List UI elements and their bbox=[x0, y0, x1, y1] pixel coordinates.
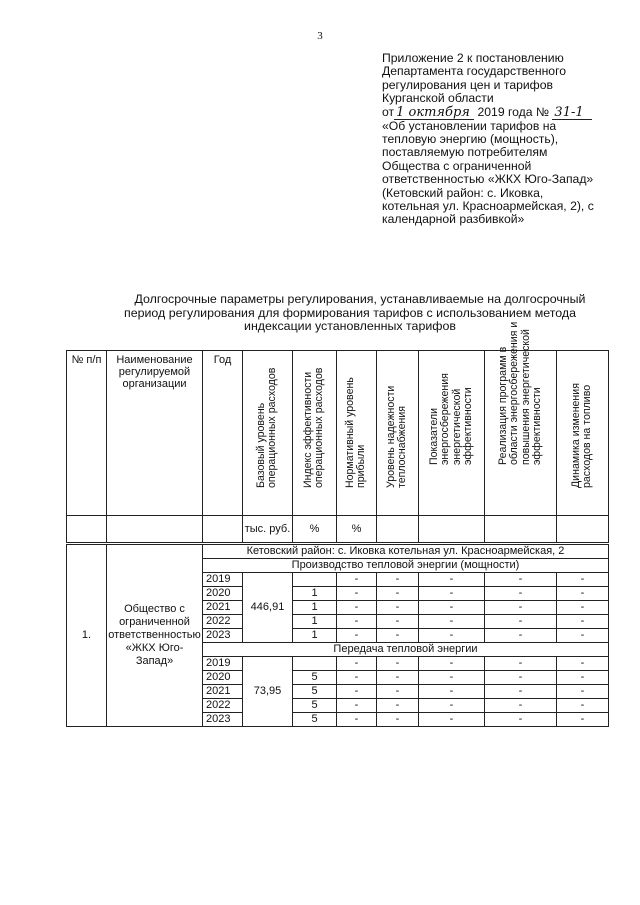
title-line: индексации установленных тарифов bbox=[244, 319, 456, 334]
cell-profit: - bbox=[337, 601, 377, 615]
cell-efficiency-index: 1 bbox=[293, 587, 337, 601]
cell-profit: - bbox=[337, 629, 377, 643]
cell-programs: - bbox=[485, 629, 557, 643]
header-line: Динамика изменения bbox=[569, 383, 582, 489]
from-label: от bbox=[382, 104, 395, 119]
appendix-line: «Об установлении тарифов на bbox=[382, 118, 557, 133]
title-line: Долгосрочные параметры регулирования, устанавливаемые на долгосрочный bbox=[134, 292, 586, 306]
cell-reliability: - bbox=[377, 587, 419, 601]
cell-profit: - bbox=[337, 573, 377, 587]
appendix-line: ответственностью «ЖКХ Юго-Запад» bbox=[382, 172, 594, 187]
appendix-block bbox=[382, 52, 632, 227]
cell-efficiency-index: 5 bbox=[293, 713, 337, 727]
org-name: Общество с ограниченной ответственностью «ЖКХ Юго-Запад» bbox=[107, 544, 203, 727]
location-title: Кетовский район: с. Иковка котельная ул. Красноармейская, 2 bbox=[203, 544, 609, 559]
appendix-line: регулирования цен и тарифов bbox=[382, 77, 553, 92]
cell-programs: - bbox=[485, 685, 557, 699]
cell-efficiency-index: 1 bbox=[293, 615, 337, 629]
cell-year: 2020 bbox=[203, 671, 243, 685]
cell-profit: - bbox=[337, 671, 377, 685]
appendix-line: (Кетовский район: с. Иковка, bbox=[382, 185, 544, 200]
cell-profit: - bbox=[337, 713, 377, 727]
handwritten-number: 31-1 bbox=[552, 107, 592, 120]
appendix-line: Курганской области bbox=[382, 91, 494, 106]
appendix-line: Приложение 2 к постановлению bbox=[382, 51, 564, 65]
cell-profit: - bbox=[337, 587, 377, 601]
cell-year: 2022 bbox=[203, 699, 243, 713]
header-line: Уровень надежности bbox=[384, 385, 397, 489]
cell-reliability: - bbox=[377, 573, 419, 587]
cell-fuel-dynamics: - bbox=[557, 685, 609, 699]
cell-energy-indicators: - bbox=[419, 699, 485, 713]
appendix-line: календарной разбивкой» bbox=[382, 212, 525, 227]
header-programs bbox=[485, 322, 557, 516]
cell-year: 2022 bbox=[203, 615, 243, 629]
cell-energy-indicators: - bbox=[419, 657, 485, 671]
unit-efficiency-index: % bbox=[293, 516, 337, 544]
cell-base-costs: 446,91 bbox=[243, 573, 293, 643]
cell-year: 2019 bbox=[203, 657, 243, 671]
cell-energy-indicators: - bbox=[419, 671, 485, 685]
cell-programs: - bbox=[485, 671, 557, 685]
header-line: энергетической bbox=[450, 389, 463, 466]
appendix-date-line bbox=[382, 106, 632, 120]
appendix-line: поставляемую потребителям bbox=[382, 145, 548, 160]
cell-reliability: - bbox=[377, 685, 419, 699]
header-line: Нормативный уровень bbox=[343, 377, 356, 489]
header-line: повышения энергетической bbox=[519, 329, 532, 466]
cell-profit: - bbox=[337, 699, 377, 713]
cell-programs: - bbox=[485, 601, 557, 615]
header-fuel-dynamics bbox=[557, 351, 609, 516]
cell-profit: - bbox=[337, 615, 377, 629]
cell-efficiency-index: 5 bbox=[293, 699, 337, 713]
year-text: 2019 года № bbox=[477, 104, 550, 119]
cell-efficiency-index: 1 bbox=[293, 601, 337, 615]
cell-reliability: - bbox=[377, 671, 419, 685]
header-line: эффективности bbox=[530, 387, 543, 466]
header-row bbox=[67, 351, 609, 516]
cell-efficiency-index: 1 bbox=[293, 629, 337, 643]
cell-year: 2021 bbox=[203, 601, 243, 615]
header-line: теплоснабжения bbox=[395, 406, 408, 489]
cell-fuel-dynamics: - bbox=[557, 671, 609, 685]
title-line: период регулирования для формирования тарифов с использованием метода bbox=[124, 305, 576, 320]
cell-fuel-dynamics: - bbox=[557, 615, 609, 629]
header-energy-indicators bbox=[419, 351, 485, 516]
cell-energy-indicators: - bbox=[419, 685, 485, 699]
cell-reliability: - bbox=[377, 615, 419, 629]
cell-energy-indicators: - bbox=[419, 615, 485, 629]
handwritten-date: 1 октября bbox=[394, 107, 474, 120]
cell-fuel-dynamics: - bbox=[557, 629, 609, 643]
cell-profit: - bbox=[337, 685, 377, 699]
page-number: 3 bbox=[317, 30, 323, 42]
units-row bbox=[67, 516, 609, 544]
cell-reliability: - bbox=[377, 713, 419, 727]
cell-efficiency-index: 5 bbox=[293, 671, 337, 685]
cell-efficiency-index bbox=[293, 657, 337, 671]
header-line: прибыли bbox=[354, 444, 367, 489]
cell-programs: - bbox=[485, 657, 557, 671]
section-title: Передача тепловой энергии bbox=[203, 643, 609, 657]
cell-fuel-dynamics: - bbox=[557, 601, 609, 615]
cell-efficiency-index: 5 bbox=[293, 685, 337, 699]
header-org: Наименование регулируемой организации bbox=[107, 351, 203, 516]
header-line: области энергосбережения и bbox=[507, 322, 520, 466]
cell-reliability: - bbox=[377, 699, 419, 713]
cell-base-costs: 73,95 bbox=[243, 657, 293, 727]
header-year: Год bbox=[203, 351, 243, 516]
cell-programs: - bbox=[485, 615, 557, 629]
cell-fuel-dynamics: - bbox=[557, 713, 609, 727]
cell-fuel-dynamics: - bbox=[557, 657, 609, 671]
cell-profit: - bbox=[337, 657, 377, 671]
unit-profit: % bbox=[337, 516, 377, 544]
unit-base-costs: тыс. руб. bbox=[243, 516, 293, 544]
appendix-line: Общества с ограниченной bbox=[382, 158, 532, 173]
cell-year: 2023 bbox=[203, 629, 243, 643]
cell-fuel-dynamics: - bbox=[557, 699, 609, 713]
appendix-line: Департамента государственного bbox=[382, 64, 567, 79]
header-efficiency-index bbox=[293, 351, 337, 516]
header-line: расходов на топливо bbox=[580, 385, 593, 489]
cell-programs: - bbox=[485, 713, 557, 727]
cell-reliability: - bbox=[377, 657, 419, 671]
header-line: энергосбережения bbox=[438, 373, 451, 466]
header-profit bbox=[337, 351, 377, 516]
cell-energy-indicators: - bbox=[419, 629, 485, 643]
cell-energy-indicators: - bbox=[419, 573, 485, 587]
cell-year: 2023 bbox=[203, 713, 243, 727]
cell-energy-indicators: - bbox=[419, 601, 485, 615]
cell-year: 2019 bbox=[203, 573, 243, 587]
header-num: № п/п bbox=[67, 351, 107, 516]
appendix-line: тепловую энергию (мощность), bbox=[382, 132, 559, 147]
appendix-line: котельная ул. Красноармейская, 2), с bbox=[382, 199, 594, 214]
cell-programs: - bbox=[485, 699, 557, 713]
cell-energy-indicators: - bbox=[419, 713, 485, 727]
section-title: Производство тепловой энергии (мощности) bbox=[203, 559, 609, 573]
header-reliability bbox=[377, 351, 419, 516]
cell-fuel-dynamics: - bbox=[557, 573, 609, 587]
cell-reliability: - bbox=[377, 629, 419, 643]
header-line: Базовый уровень bbox=[254, 402, 267, 489]
cell-year: 2020 bbox=[203, 587, 243, 601]
cell-energy-indicators: - bbox=[419, 587, 485, 601]
header-line: эффективности bbox=[461, 387, 474, 466]
header-line: Реализация программ в bbox=[496, 347, 509, 466]
header-base-costs bbox=[243, 351, 293, 516]
location-row bbox=[67, 544, 609, 559]
cell-fuel-dynamics: - bbox=[557, 587, 609, 601]
cell-programs: - bbox=[485, 587, 557, 601]
header-line: операционных расходов bbox=[265, 367, 278, 489]
header-line: Показатели bbox=[427, 408, 440, 466]
cell-efficiency-index bbox=[293, 573, 337, 587]
cell-year: 2021 bbox=[203, 685, 243, 699]
cell-reliability: - bbox=[377, 601, 419, 615]
row-number: 1. bbox=[67, 544, 107, 727]
cell-programs: - bbox=[485, 573, 557, 587]
header-line: операционных расходов bbox=[312, 367, 325, 489]
header-line: Индекс эффективности bbox=[301, 371, 314, 489]
